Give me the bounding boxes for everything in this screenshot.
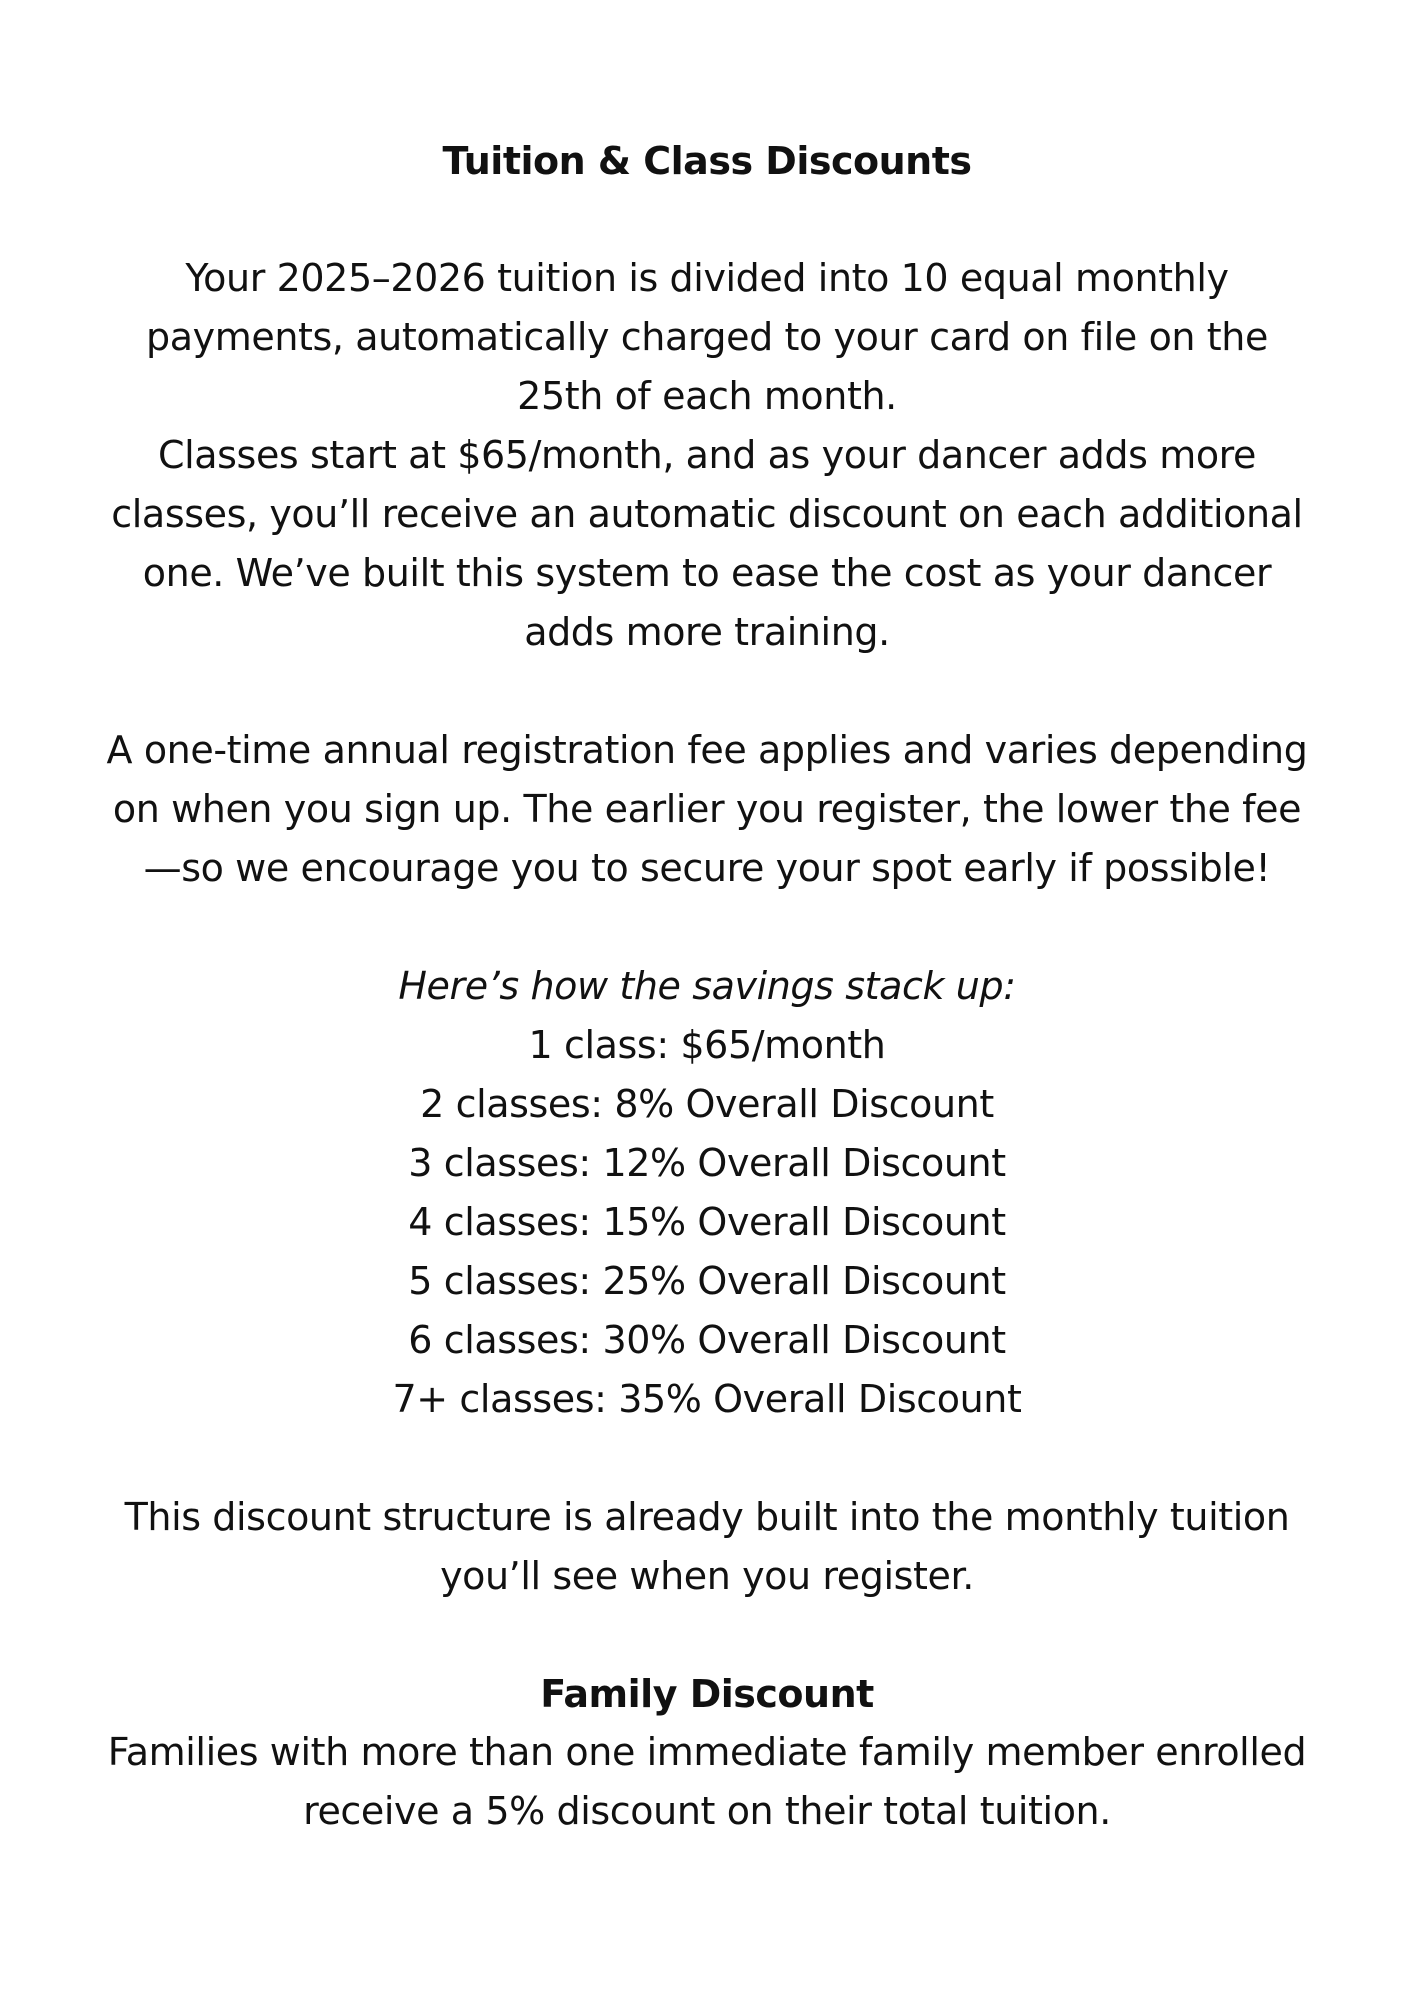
text-line: payments, automatically charged to your card on file on the: [146, 315, 1268, 359]
list-item: 3 classes: 12% Overall Discount: [408, 1141, 1006, 1185]
list-item: 5 classes: 25% Overall Discount: [408, 1259, 1006, 1303]
text-line: Families with more than one immediate family member enrolled: [107, 1730, 1307, 1774]
text-line: classes, you’ll receive an automatic discount on each additional: [111, 492, 1303, 536]
spacer: [100, 898, 1314, 957]
list-item: 4 classes: 15% Overall Discount: [408, 1200, 1006, 1244]
tuition-intro-paragraph: [100, 249, 1314, 662]
text-line: receive a 5% discount on their total tuition.: [303, 1789, 1111, 1833]
list-item: 6 classes: 30% Overall Discount: [408, 1318, 1006, 1362]
text-line: A one-time annual registration fee applies and varies depending: [106, 728, 1308, 772]
discount-structure-paragraph: [100, 1488, 1314, 1606]
text-line: This discount structure is already built into the monthly tuition: [124, 1495, 1290, 1539]
list-item: 1 class: $65/month: [528, 1023, 886, 1067]
list-item: 7+ classes: 35% Overall Discount: [392, 1377, 1022, 1421]
registration-fee-paragraph: [100, 721, 1314, 898]
text-line: Classes start at $65/month, and as your dancer adds more: [157, 433, 1257, 477]
text-line: —so we encourage you to secure your spot early if possible!: [143, 846, 1271, 890]
discount-tier-list: [100, 1016, 1314, 1429]
family-discount-paragraph: [100, 1723, 1314, 1841]
text-line: you’ll see when you register.: [440, 1554, 974, 1598]
text-line: on when you sign up. The earlier you register, the lower the fee: [112, 787, 1302, 831]
spacer: [100, 1606, 1314, 1665]
text-line: Your 2025–2026 tuition is divided into 10 equal monthly: [185, 256, 1229, 300]
text-line: one. We’ve built this system to ease the cost as your dancer: [142, 551, 1272, 595]
text-line: 25th of each month.: [517, 374, 897, 418]
text-line: adds more training.: [524, 610, 890, 654]
spacer: [100, 1429, 1314, 1488]
spacer: [100, 190, 1314, 249]
page-title: Tuition & Class Discounts: [442, 139, 972, 183]
savings-intro: Here’s how the savings stack up:: [398, 964, 1016, 1008]
family-discount-heading: Family Discount: [540, 1672, 874, 1716]
spacer: [100, 662, 1314, 721]
list-item: 2 classes: 8% Overall Discount: [420, 1082, 994, 1126]
